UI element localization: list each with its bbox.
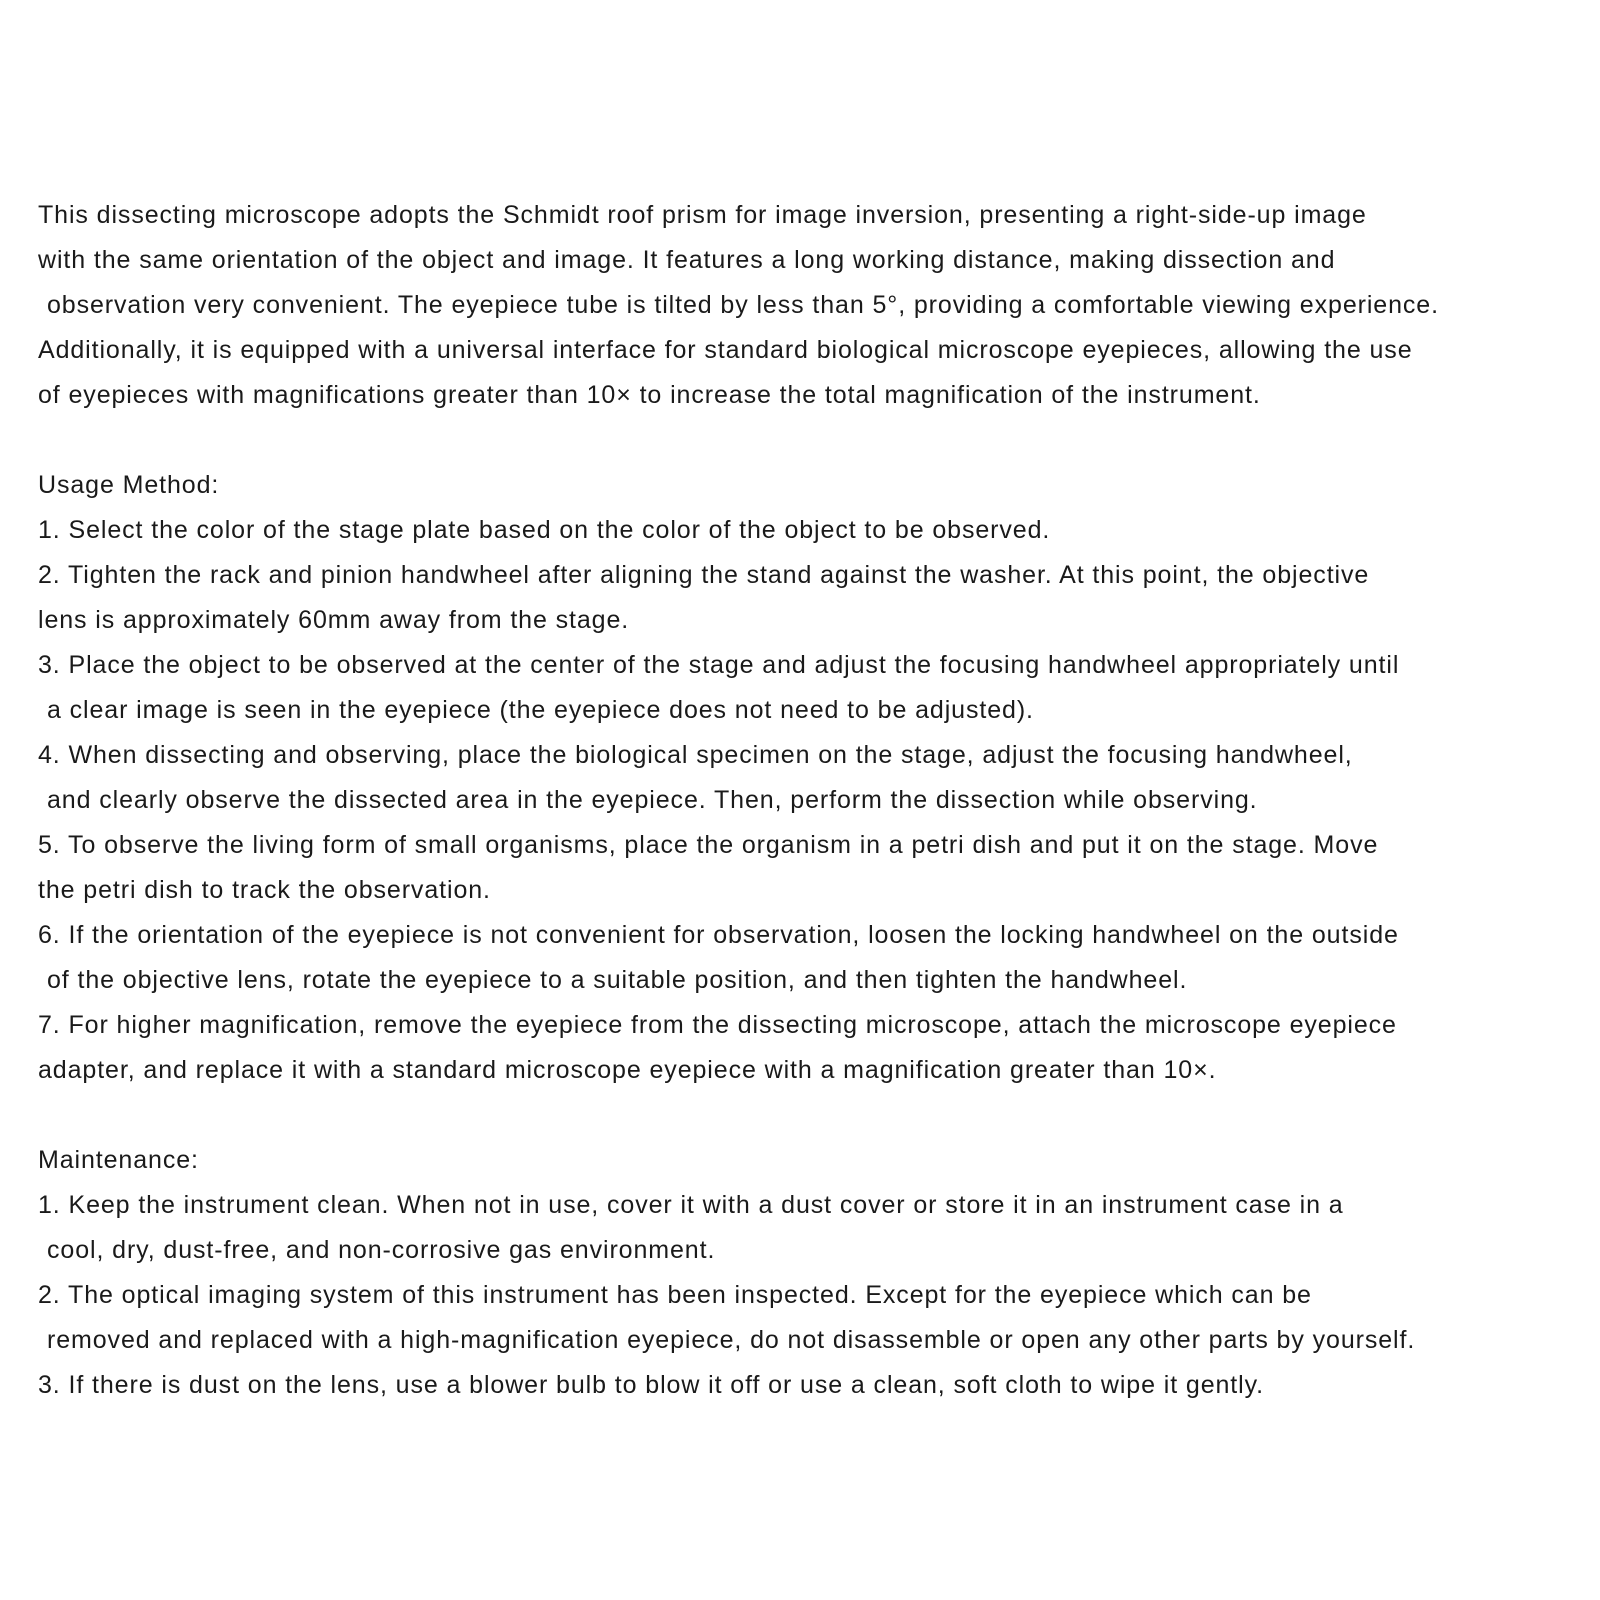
maintenance-heading: Maintenance: <box>38 1146 199 1174</box>
maintenance-line: removed and replaced with a high-magnification eyepiece, do not disassemble or open any other parts by yourself. <box>47 1326 1416 1354</box>
usage-line: 6. If the orientation of the eyepiece is not convenient for observation, loosen the locking handwheel on the outside <box>38 921 1399 949</box>
document-body <box>0 193 1600 1408</box>
usage-line: 4. When dissecting and observing, place the biological specimen on the stage, adjust the focusing handwheel, <box>38 741 1353 769</box>
maintenance-line: 2. The optical imaging system of this instrument has been inspected. Except for the eyepiece which can be <box>38 1281 1312 1309</box>
section-gap <box>0 418 1600 463</box>
intro-line: This dissecting microscope adopts the Schmidt roof prism for image inversion, presenting a right-side-up image <box>38 201 1367 229</box>
usage-line: 1. Select the color of the stage plate based on the color of the object to be observed. <box>38 516 1051 544</box>
usage-heading: Usage Method: <box>38 471 220 499</box>
usage-line: 5. To observe the living form of small organisms, place the organism in a petri dish and put it on the stage. Move <box>38 831 1379 859</box>
intro-line: observation very convenient. The eyepiece tube is tilted by less than 5°, providing a comfortable viewing experience. <box>47 291 1439 319</box>
maintenance-line: cool, dry, dust-free, and non-corrosive gas environment. <box>47 1236 716 1264</box>
section-gap <box>0 1093 1600 1138</box>
intro-line: of eyepieces with magnifications greater than 10× to increase the total magnification of the instrument. <box>38 381 1261 409</box>
usage-line: adapter, and replace it with a standard microscope eyepiece with a magnification greater than 10×. <box>38 1056 1217 1084</box>
usage-line: of the objective lens, rotate the eyepiece to a suitable position, and then tighten the handwheel. <box>47 966 1188 994</box>
usage-line: a clear image is seen in the eyepiece (the eyepiece does not need to be adjusted). <box>47 696 1034 724</box>
maintenance-section <box>0 1138 1600 1408</box>
maintenance-line: 1. Keep the instrument clean. When not in use, cover it with a dust cover or store it in an instrument case in a <box>38 1191 1344 1219</box>
intro-line: with the same orientation of the object and image. It features a long working distance, making dissection and <box>38 246 1336 274</box>
intro-line: Additionally, it is equipped with a universal interface for standard biological microscope eyepieces, allowing the use <box>38 336 1413 364</box>
usage-line: 2. Tighten the rack and pinion handwheel after aligning the stand against the washer. At this point, the objective <box>38 561 1370 589</box>
usage-line: the petri dish to track the observation. <box>38 876 491 904</box>
intro-paragraph <box>0 193 1600 418</box>
usage-line: 7. For higher magnification, remove the eyepiece from the dissecting microscope, attach the microscope eyepiece <box>38 1011 1397 1039</box>
maintenance-line: 3. If there is dust on the lens, use a blower bulb to blow it off or use a clean, soft cloth to wipe it gently. <box>38 1371 1264 1399</box>
usage-line: lens is approximately 60mm away from the stage. <box>38 606 630 634</box>
usage-line: 3. Place the object to be observed at the center of the stage and adjust the focusing handwheel appropriately until <box>38 651 1400 679</box>
usage-line: and clearly observe the dissected area in the eyepiece. Then, perform the dissection while observing. <box>47 786 1258 814</box>
usage-section <box>0 463 1600 1093</box>
